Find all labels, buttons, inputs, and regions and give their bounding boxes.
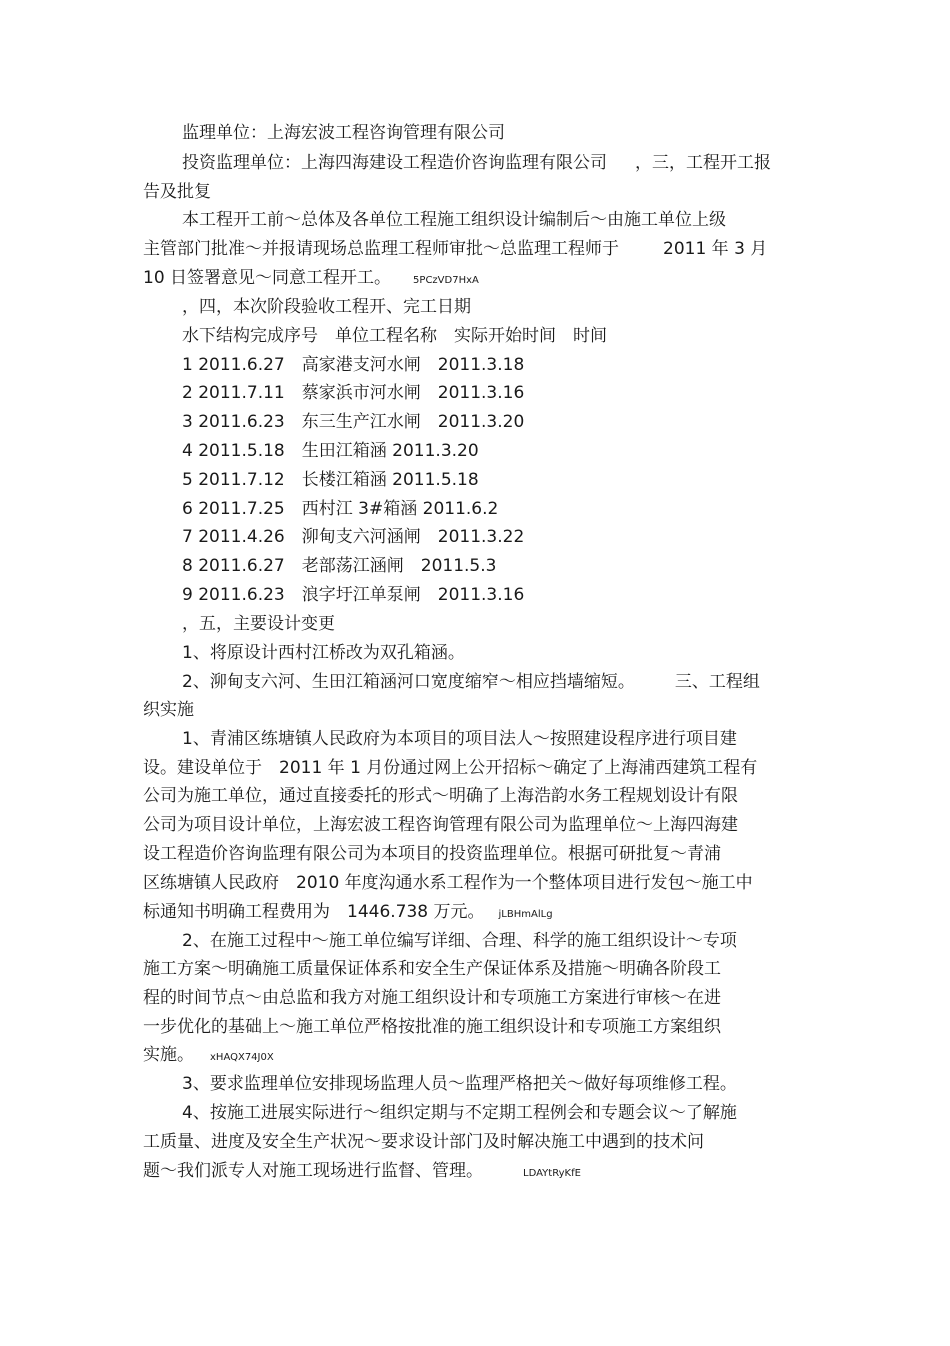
paragraph-line bbox=[143, 842, 803, 866]
section-heading-five bbox=[182, 612, 842, 636]
watermark-code: LDAYtRyKfE bbox=[523, 1168, 581, 1179]
table-row bbox=[182, 497, 842, 521]
table-row bbox=[182, 410, 842, 434]
text: 10 日签署意见～同意工程开工。 bbox=[143, 268, 392, 288]
table-row bbox=[182, 353, 842, 377]
start-date: 2011.3.16 bbox=[437, 383, 525, 403]
table-row bbox=[182, 525, 842, 549]
paragraph-line bbox=[143, 266, 803, 293]
paragraph-line bbox=[143, 871, 803, 895]
paragraph-line bbox=[182, 929, 842, 953]
paragraph-line bbox=[143, 986, 803, 1010]
text: 工质量、进度及安全生产状况～要求设计部门及时解决施工中遇到的技术问 bbox=[143, 1132, 704, 1152]
text: 2、泖甸支六河、生田江箱涵河口宽度缩窄～相应挡墙缩短。 bbox=[182, 672, 635, 692]
row-number-date: 7 2011.4.26 bbox=[182, 527, 285, 547]
paragraph-line bbox=[143, 900, 803, 927]
paragraph-line bbox=[143, 1043, 803, 1070]
table-header-line bbox=[182, 324, 842, 348]
text: 实施。 bbox=[143, 1045, 194, 1065]
text: 公司为项目设计单位，上海宏波工程咨询管理有限公司为监理单位～上海四海建 bbox=[143, 815, 738, 835]
text: 程的时间节点～由总监和我方对施工组织设计和专项施工方案进行审核～在进 bbox=[143, 988, 721, 1008]
text: 主管部门批准～并报请现场总监理工程师审批～总监理工程师于 bbox=[143, 239, 619, 259]
watermark-code: jLBHmAlLg bbox=[498, 909, 553, 920]
section-heading-four bbox=[182, 295, 842, 319]
start-date: 2011.3.16 bbox=[437, 585, 525, 605]
unit-name: 西村江 3#箱涵 bbox=[301, 499, 418, 519]
unit-name: 泖甸支六河涵闸 bbox=[301, 527, 421, 547]
text: 施工方案～明确施工质量保证体系和安全生产保证体系及措施～明确各阶段工 bbox=[143, 959, 721, 979]
row-number-date: 4 2011.5.18 bbox=[182, 441, 285, 461]
watermark-code: xHAQX74J0X bbox=[210, 1052, 274, 1063]
start-date: 2011.5.3 bbox=[420, 556, 497, 576]
text: 1、将原设计西村江桥改为双孔箱涵。 bbox=[182, 643, 465, 663]
text: 一步优化的基础上～施工单位严格按批准的施工组织设计和专项施工方案组织 bbox=[143, 1017, 721, 1037]
unit-name: 浪字圩江单泵闸 bbox=[301, 585, 421, 605]
table-row bbox=[182, 583, 842, 607]
start-date: 2011.3.18 bbox=[437, 355, 525, 375]
paragraph-line bbox=[143, 813, 803, 837]
table-row bbox=[182, 439, 842, 463]
unit-name: 高家港支河水闸 bbox=[301, 355, 421, 375]
watermark-code: 5PCzVD7HxA bbox=[413, 275, 479, 286]
paragraph-line bbox=[143, 957, 803, 981]
start-date: 2011.3.22 bbox=[437, 527, 525, 547]
paragraph-line bbox=[182, 208, 842, 232]
paragraph-line bbox=[143, 698, 803, 722]
paragraph-line bbox=[182, 1072, 842, 1096]
date-text: 2011 年 3 月 bbox=[663, 239, 768, 259]
table-row bbox=[182, 381, 842, 405]
row-number-date: 6 2011.7.25 bbox=[182, 499, 285, 519]
section-heading-three-b: 三、工程组 bbox=[674, 672, 760, 692]
text: 告及批复 bbox=[143, 182, 211, 202]
investment-supervision-line bbox=[182, 151, 842, 175]
unit-name: 生田江箱涵 bbox=[301, 441, 387, 461]
row-number-date: 8 2011.6.27 bbox=[182, 556, 285, 576]
text: ，五，主要设计变更 bbox=[182, 614, 335, 634]
row-number-date: 1 2011.6.27 bbox=[182, 355, 285, 375]
text: ，四，本次阶段验收工程开、完工日期 bbox=[182, 297, 471, 317]
text: 投资监理单位：上海四海建设工程造价咨询监理有限公司 bbox=[182, 153, 607, 173]
text: 本工程开工前～总体及各单位工程施工组织设计编制后～由施工单位上级 bbox=[182, 210, 726, 230]
paragraph-line bbox=[143, 1130, 803, 1154]
paragraph-line bbox=[143, 784, 803, 808]
start-date: 2011.5.18 bbox=[392, 470, 479, 490]
text: 设工程造价咨询监理有限公司为本项目的投资监理单位。根据可研批复～青浦 bbox=[143, 844, 721, 864]
text: 4、按施工进展实际进行～组织定期与不定期工程例会和专题会议～了解施 bbox=[182, 1103, 737, 1123]
start-date: 2011.3.20 bbox=[437, 412, 525, 432]
supervision-unit-line bbox=[182, 121, 842, 145]
paragraph-line bbox=[182, 641, 842, 665]
paragraph-line bbox=[182, 1101, 842, 1125]
start-date: 2011.3.20 bbox=[392, 441, 479, 461]
text: 区练塘镇人民政府 2010 年度沟通水系工程作为一个整体项目进行发包～施工中 bbox=[143, 873, 753, 893]
text: 1、青浦区练塘镇人民政府为本项目的项目法人～按照建设程序进行项目建 bbox=[182, 729, 737, 749]
row-number-date: 9 2011.6.23 bbox=[182, 585, 285, 605]
unit-name: 长楼江箱涵 bbox=[301, 470, 387, 490]
row-number-date: 3 2011.6.23 bbox=[182, 412, 285, 432]
text: 水下结构完成序号 单位工程名称 实际开始时间 时间 bbox=[182, 326, 607, 346]
paragraph-line bbox=[143, 756, 803, 780]
text: 标通知书明确工程费用为 1446.738 万元。 bbox=[143, 902, 485, 922]
text: 监理单位：上海宏波工程咨询管理有限公司 bbox=[182, 123, 505, 143]
text: 公司为施工单位，通过直接委托的形式～明确了上海浩韵水务工程规划设计有限 bbox=[143, 786, 738, 806]
text: 2、在施工过程中～施工单位编写详细、合理、科学的施工组织设计～专项 bbox=[182, 931, 737, 951]
paragraph-line bbox=[182, 670, 842, 694]
text: 3、要求监理单位安排现场监理人员～监理严格把关～做好每项维修工程。 bbox=[182, 1074, 737, 1094]
paragraph-line bbox=[143, 237, 803, 261]
paragraph-line bbox=[143, 1015, 803, 1039]
text: 织实施 bbox=[143, 700, 194, 720]
text: 题～我们派专人对施工现场进行监督、管理。 bbox=[143, 1161, 483, 1181]
row-number-date: 5 2011.7.12 bbox=[182, 470, 285, 490]
paragraph-line bbox=[182, 727, 842, 751]
paragraph-line bbox=[143, 1159, 803, 1186]
table-row bbox=[182, 554, 842, 578]
table-row bbox=[182, 468, 842, 492]
start-date: 2011.6.2 bbox=[422, 499, 499, 519]
row-number-date: 2 2011.7.11 bbox=[182, 383, 285, 403]
text: 设。建设单位于 2011 年 1 月份通过网上公开招标～确定了上海浦西建筑工程有 bbox=[143, 758, 758, 778]
section-heading-three: ，三，工程开工报 bbox=[635, 153, 771, 173]
unit-name: 老部荡江涵闸 bbox=[301, 556, 404, 576]
paragraph-line bbox=[143, 180, 803, 204]
unit-name: 东三生产江水闸 bbox=[301, 412, 421, 432]
unit-name: 蔡家浜市河水闸 bbox=[301, 383, 421, 403]
